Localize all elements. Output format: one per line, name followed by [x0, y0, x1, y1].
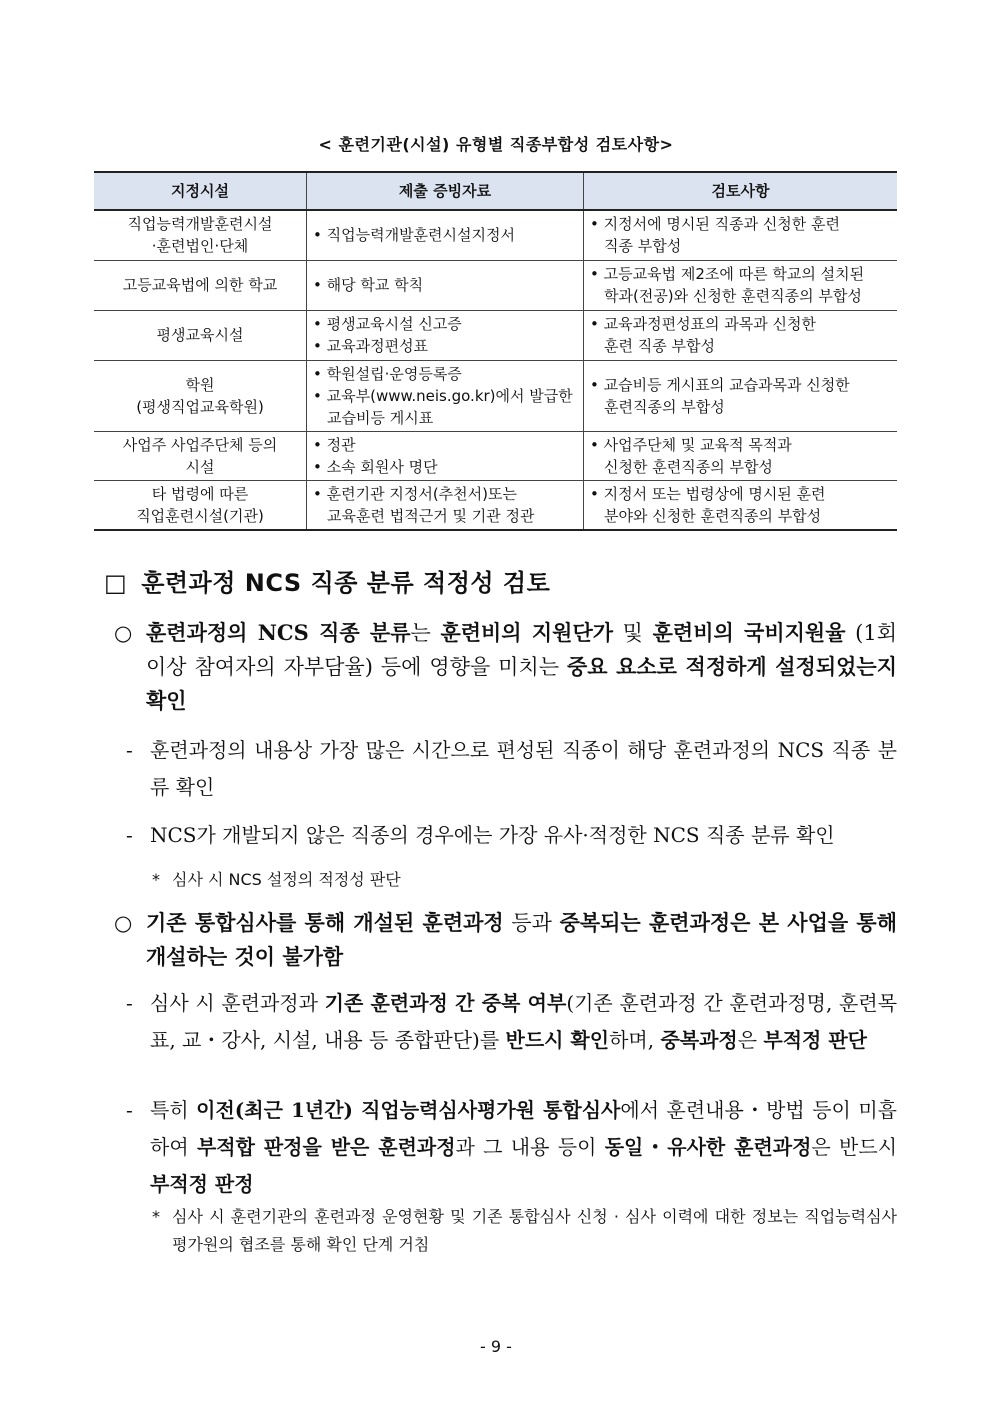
emphasis: 기존 훈련과정 간 중복 여부: [324, 991, 567, 1015]
cell-line: • 교육과정편성표: [313, 337, 429, 355]
cell-review: [584, 480, 898, 530]
text-run: 하며,: [609, 1028, 661, 1052]
cell-line: • 교육부(www.neis.go.kr)에서 발급한: [313, 386, 573, 405]
main-bullet: [0, 616, 992, 718]
review-table: [94, 171, 897, 531]
circle-bullet-icon: ○: [114, 621, 133, 645]
cell-line: 고등교육법에 의한 학교: [122, 276, 278, 294]
header-evidence: 제출 증빙자료: [307, 172, 584, 210]
cell-evidence: [307, 210, 584, 260]
cell-review: [584, 210, 898, 260]
text-run: 특히: [150, 1098, 197, 1122]
page-number: - 9 -: [480, 1337, 512, 1356]
text-run: 에서 훈련내용・방법 등이 미흡하여: [150, 1098, 897, 1159]
cell-line: • 학원설립·운영등록증: [313, 364, 462, 383]
text-run: 심사 시 훈련과정과: [150, 991, 325, 1015]
cell-review: [584, 260, 898, 310]
emphasis: 동일・유사한 훈련과정: [604, 1135, 812, 1159]
text-run: 은: [737, 1028, 764, 1052]
cell-line: 시설: [185, 457, 215, 476]
sub-bullet: [0, 985, 992, 1059]
table-row: [94, 210, 897, 260]
table-header-row: [94, 172, 897, 210]
note: [0, 1203, 992, 1259]
bullet-text: [146, 616, 897, 718]
text-run: 과 그 내용 등이: [455, 1135, 605, 1159]
main-bullet: [0, 906, 992, 974]
cell-line: 분야와 신청한 훈련직종의 부합성: [604, 506, 822, 525]
cell-review: [584, 360, 898, 431]
table-caption: < 훈련기관(시설) 유형별 직종부합성 검토사항>: [318, 135, 674, 154]
cell-line: • 교육과정편성표의 과목과 신청한: [590, 315, 817, 333]
dash-bullet: -: [126, 991, 133, 1015]
cell-line: • 교습비등 게시표의 교습과목과 신청한: [590, 375, 850, 394]
header-facility: 지정시설: [94, 172, 307, 210]
emphasis: 훈련비의 지원단가: [440, 620, 614, 645]
dash-bullet: -: [126, 823, 133, 847]
cell-line: 사업주 사업주단체 등의: [122, 435, 278, 454]
cell-line: 교육훈련 법적근거 및 기관 정관: [327, 506, 535, 525]
cell-facility: [94, 210, 307, 260]
cell-facility: [94, 360, 307, 431]
cell-evidence: [307, 260, 584, 310]
cell-line: 직종 부합성: [604, 237, 682, 256]
cell-review: [584, 431, 898, 480]
dash-bullet: -: [126, 738, 133, 762]
cell-line: • 사업주단체 및 교육적 목적과: [590, 435, 792, 454]
text-run: 및: [613, 621, 653, 645]
cell-line: • 지정서 또는 법령상에 명시된 훈련: [590, 484, 826, 503]
section-title-text: 훈련과정 NCS 직종 분류 적정성 검토: [141, 569, 551, 597]
cell-line: • 해당 학교 학칙: [313, 276, 424, 294]
cell-line: • 정관: [313, 435, 356, 454]
table-row: [94, 431, 897, 480]
emphasis: 기존 통합심사를 통해 개설된 훈련과정: [146, 910, 504, 935]
cell-facility: [94, 260, 307, 310]
emphasis: 부적정 판단: [763, 1028, 867, 1052]
bullet-text: [150, 1092, 897, 1203]
checkbox-square-icon: □: [104, 569, 128, 597]
bullet-text: NCS가 개발되지 않은 직종의 경우에는 가장 유사·적정한 NCS 직종 분류 확인: [150, 823, 835, 847]
bullet-text: [146, 906, 897, 974]
cell-line: 훈련직종의 부합성: [604, 397, 725, 416]
note-text: 심사 시 NCS 설정의 적정성 판단: [172, 870, 401, 889]
emphasis: 반드시 확인: [505, 1028, 610, 1052]
cell-line: 훈련 직종 부합성: [604, 337, 715, 355]
emphasis: 중요 요소로 적정하게 설정되었는지 확인: [146, 654, 897, 713]
sub-bullet: [0, 732, 992, 806]
note-text: 심사 시 훈련기관의 훈련과정 운영현황 및 기존 통합심사 신청 · 심사 이력에 대한 정보는 직업능력심사평가원의 협조를 통해 확인 단계 거침: [172, 1207, 897, 1254]
cell-line: • 직업능력개발훈련시설지정서: [313, 226, 515, 245]
cell-line: 신청한 훈련직종의 부합성: [604, 457, 773, 476]
sub-bullet: [0, 1092, 992, 1203]
section-title: [104, 563, 550, 598]
asterisk-bullet: *: [152, 870, 160, 889]
text-run: 등과: [503, 911, 560, 935]
emphasis: 부적합 판정을 받은 훈련과정: [196, 1135, 456, 1159]
emphasis: 훈련비의 국비지원율: [652, 620, 846, 645]
cell-line: • 훈련기관 지정서(추천서)또는: [313, 484, 517, 503]
text-run: 은 반드시: [811, 1135, 898, 1159]
cell-line: (평생직업교육학원): [136, 397, 264, 416]
cell-evidence: [307, 480, 584, 530]
emphasis: 중복되는 훈련과정은 본 사업을 통해 개설하는 것이 불가함: [146, 910, 897, 969]
cell-line: 직업능력개발훈련시설: [127, 215, 273, 234]
table-row: [94, 480, 897, 530]
cell-evidence: [307, 310, 584, 360]
cell-line: • 소속 회원사 명단: [313, 457, 438, 476]
bullet-text: [150, 985, 897, 1059]
emphasis: 부적정 판정: [150, 1172, 254, 1196]
cell-line: 평생교육시설: [156, 326, 244, 344]
cell-line: 학과(전공)와 신청한 훈련직종의 부합성: [604, 287, 862, 305]
text-run: 는: [410, 621, 441, 645]
note: [0, 866, 992, 894]
cell-review: [584, 310, 898, 360]
cell-facility: [94, 480, 307, 530]
emphasis: 훈련과정의 NCS 직종 분류: [146, 620, 411, 645]
cell-evidence: [307, 431, 584, 480]
header-review: 검토사항: [584, 172, 898, 210]
table-row: [94, 310, 897, 360]
cell-facility: [94, 431, 307, 480]
emphasis: 이전(최근 1년간) 직업능력심사평가원 통합심사: [196, 1098, 621, 1122]
circle-bullet-icon: ○: [114, 911, 133, 935]
cell-line: • 평생교육시설 신고증: [313, 315, 462, 333]
cell-line: 타 법령에 따른: [151, 484, 249, 503]
sub-bullet: [0, 817, 992, 854]
cell-line: • 지정서에 명시된 직종과 신청한 훈련: [590, 215, 841, 234]
cell-line: 교습비등 게시표: [327, 408, 434, 427]
cell-line: • 고등교육법 제2조에 따른 학교의 설치된: [590, 265, 865, 283]
cell-facility: [94, 310, 307, 360]
bullet-text: 훈련과정의 내용상 가장 많은 시간으로 편성된 직종이 해당 훈련과정의 NCS 직종 분류 확인: [150, 738, 897, 799]
emphasis: 중복과정: [660, 1028, 738, 1052]
text-run: (1회 이상 참여자의 자부담율) 등에 영향을 미치는: [146, 621, 897, 679]
cell-line: 학원: [185, 375, 215, 394]
table-row: [94, 260, 897, 310]
cell-line: ·훈련법인·단체: [151, 237, 249, 256]
asterisk-bullet: *: [152, 1207, 160, 1226]
text-run: (기존 훈련과정 간 훈련과정명, 훈련목표, 교・강사, 시설, 내용 등 종합판단)를: [150, 991, 898, 1052]
dash-bullet: -: [126, 1098, 133, 1122]
cell-evidence: [307, 360, 584, 431]
cell-line: 직업훈련시설(기관): [136, 506, 264, 525]
table-row: [94, 360, 897, 431]
